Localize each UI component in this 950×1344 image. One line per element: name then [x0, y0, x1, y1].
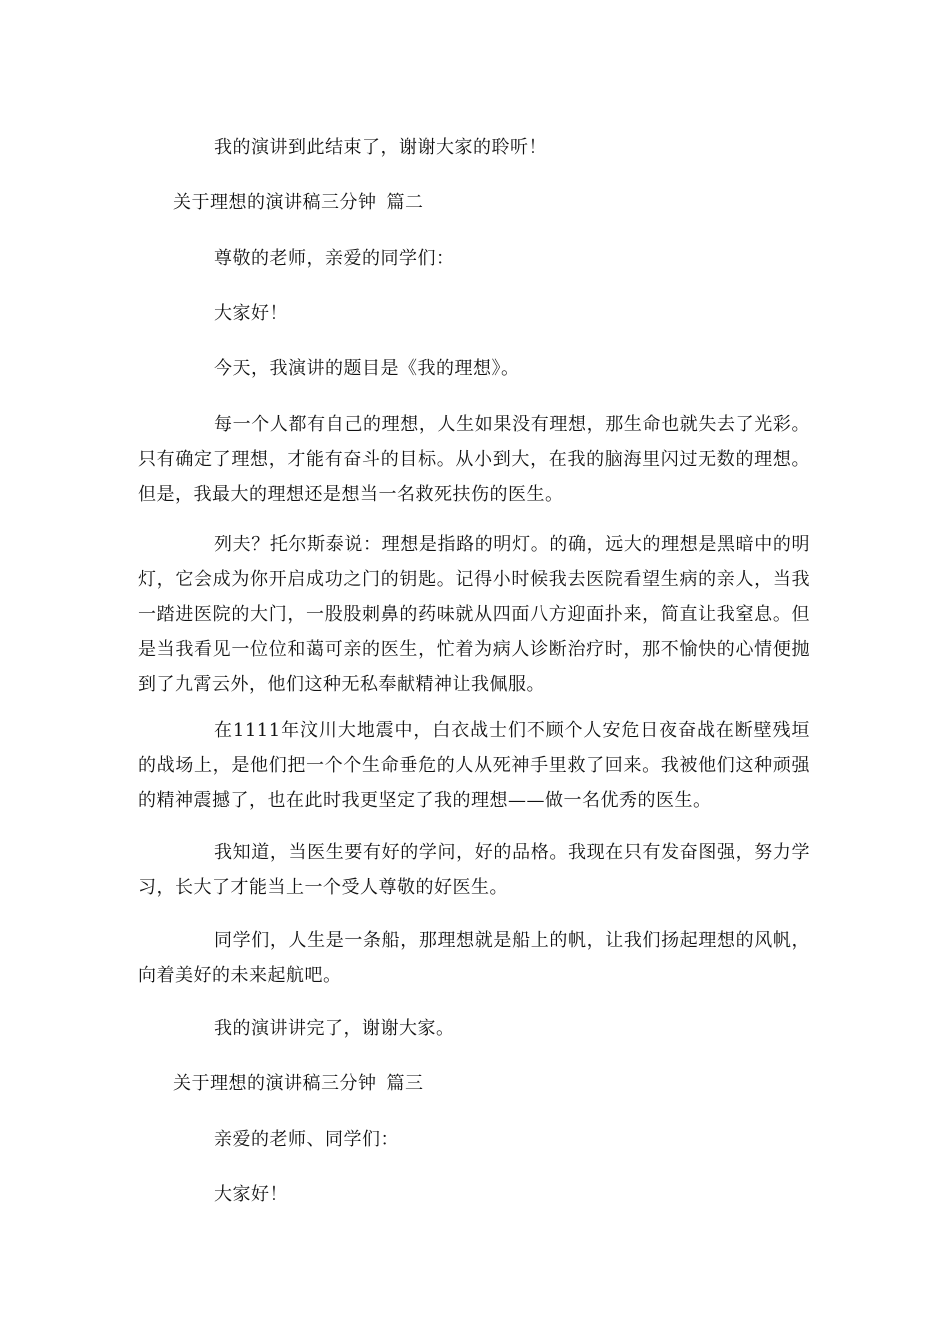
closing-paragraph: 我的演讲讲完了，谢谢大家。: [214, 1018, 455, 1039]
salutation: 尊敬的老师，亲爱的同学们：: [214, 248, 455, 269]
paragraph: 我知道，当医生要有好的学问，好的品格。我现在只有发奋图强，努力学习，长大了才能当上一个受人尊敬的好医生。: [138, 842, 810, 898]
section-title: 关于理想的演讲稿三分钟: [173, 192, 377, 213]
paragraph: 列夫？托尔斯泰说：理想是指路的明灯。的确，远大的理想是黑暗中的明灯，它会成为你开启成功之门的钥匙。记得小时候我去医院看望生病的亲人，当我一踏进医院的大门，一股股刺鼻的药味就从四面八方迎面扑来，简直让我窒息。但是当我看见一位位和蔼可亲的医生，忙着为病人诊断治疗时，那不愉快的心情便抛到了九霄云外，他们这种无私奉献精神让我佩服。: [138, 534, 810, 695]
closing-paragraph: 我的演讲到此结束了，谢谢大家的聆听！: [214, 137, 547, 158]
paragraph: 在1111年汶川大地震中，白衣战士们不顾个人安危日夜奋战在断壁残垣的战场上，是他们把一个个生命垂危的人从死神手里救了回来。我被他们这种顽强的精神震撼了，也在此时我更坚定了我的理想——做一名优秀的医生。: [138, 720, 810, 811]
section-heading-2: [173, 185, 424, 220]
paragraph: 每一个人都有自己的理想，人生如果没有理想，那生命也就失去了光彩。只有确定了理想，才能有奋斗的目标。从小到大，在我的脑海里闪过无数的理想。但是，我最大的理想还是想当一名救死扶伤的医生。: [138, 414, 810, 505]
salutation: 亲爱的老师、同学们：: [214, 1129, 399, 1150]
section-title: 关于理想的演讲稿三分钟: [173, 1073, 377, 1094]
section-part-label: 篇二: [386, 192, 424, 213]
paragraph: 同学们，人生是一条船，那理想就是船上的帆，让我们扬起理想的风帆，向着美好的未来起航吧。: [138, 930, 810, 986]
greeting: 大家好！: [214, 303, 288, 324]
section-part-label: 篇三: [386, 1073, 424, 1094]
greeting: 大家好！: [214, 1184, 288, 1205]
paragraph: 今天，我演讲的题目是《我的理想》。: [214, 358, 520, 379]
section-heading-3: [173, 1066, 424, 1101]
